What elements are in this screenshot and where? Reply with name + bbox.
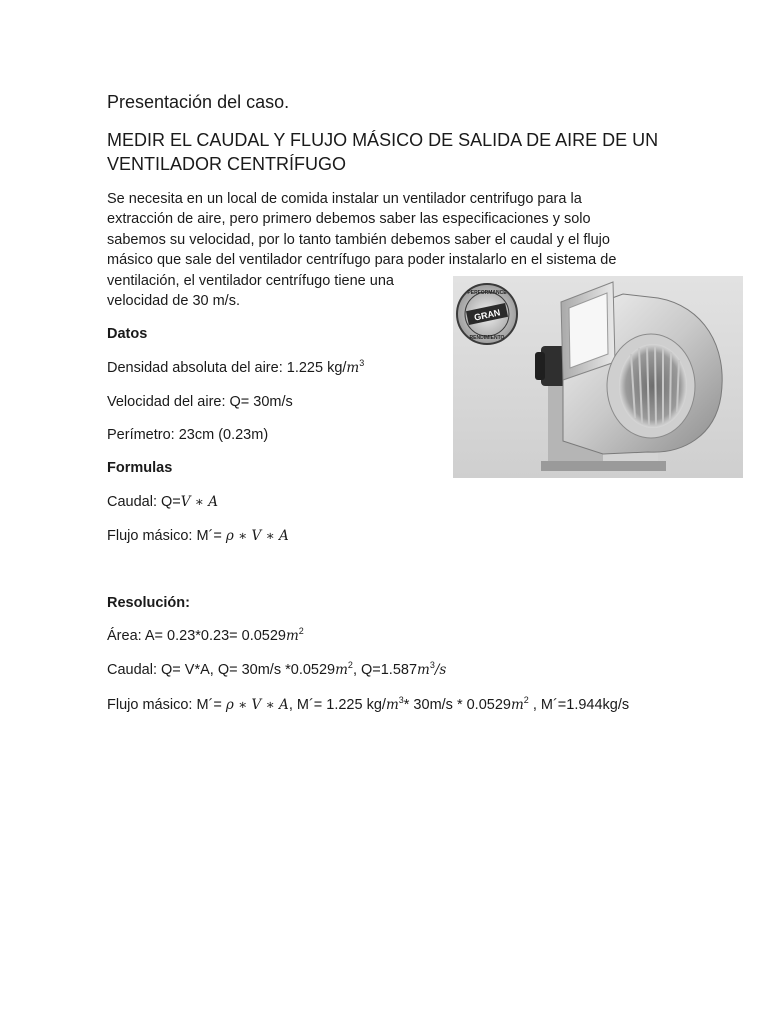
fan-inlet xyxy=(619,344,687,428)
caudal-result-tail: /s xyxy=(434,662,447,678)
datos-heading: Datos xyxy=(107,326,148,342)
caudal-result-unit: m xyxy=(417,662,430,678)
caudal-result-text: , Q=1.587 xyxy=(352,662,418,678)
intro-line-2: extracción de aire, pero primero debemos saber las especificaciones y solo xyxy=(107,211,591,227)
intro-line-1: Se necesita en un local de comida instalar un ventilador centrifugo para la xyxy=(107,191,582,207)
flujo-result-expr: ρ ∗ V ∗ A xyxy=(225,697,289,713)
perimetro-line: Perímetro: 23cm (0.23m) xyxy=(107,427,269,443)
caudal-unit: m xyxy=(335,662,348,678)
fan-motor-cap xyxy=(535,352,545,380)
flujo-formula-expr: ρ ∗ V ∗ A xyxy=(225,528,289,544)
flujo-exp-2: 2 xyxy=(523,695,529,706)
fan-photo xyxy=(453,276,743,478)
area-unit: m xyxy=(285,628,299,644)
flujo-result: , M´=1.944kg/s xyxy=(528,697,630,713)
intro-line-4: másico que sale del ventilador centrífugo para poder instalarlo en el sistema de xyxy=(107,252,617,268)
badge-bottom-text: RENDIMIENTO xyxy=(469,335,505,341)
densidad-unit: m xyxy=(346,360,360,376)
caudal-result-line xyxy=(107,662,446,678)
case-title-line-1: MEDIR EL CAUDAL Y FLUJO MÁSICO DE SALIDA DE AIRE DE UN xyxy=(107,130,659,150)
densidad-exp: 3 xyxy=(359,358,365,369)
densidad-label: Densidad absoluta del aire: 1.225 kg/ xyxy=(107,360,347,376)
badge-top-text: PERFORMANCE xyxy=(467,290,507,296)
intro-line-6: velocidad de 30 m/s. xyxy=(107,293,240,309)
performance-badge-icon xyxy=(457,284,517,344)
flujo-result-line xyxy=(107,697,629,713)
area-line xyxy=(107,628,304,644)
case-title-line-2: VENTILADOR CENTRÍFUGO xyxy=(107,154,347,174)
caudal-formula xyxy=(107,494,218,510)
badge-center-text: GRAN xyxy=(473,307,502,323)
flujo-formula xyxy=(107,528,289,544)
intro-line-3: sabemos su velocidad, por lo tanto también debemos saber el caudal y el flujo xyxy=(107,232,610,248)
flujo-unit-1: m xyxy=(385,697,399,713)
densidad-line xyxy=(107,360,364,376)
flujo-formula-label: Flujo másico: M´= xyxy=(107,528,222,544)
velocidad-line: Velocidad del aire: Q= 30m/s xyxy=(107,394,293,410)
flujo-mid-2: * 30m/s * 0.0529 xyxy=(403,697,511,713)
area-text: Área: A= 0.23*0.23= 0.0529 xyxy=(107,628,286,644)
flujo-unit-2: m xyxy=(510,697,524,713)
fan-base-plate xyxy=(541,461,666,471)
caudal-exp: 2 xyxy=(347,660,353,671)
flujo-mid: , M´= 1.225 kg/ xyxy=(288,697,386,713)
caudal-formula-label: Caudal: Q= xyxy=(107,494,181,510)
flujo-result-label: Flujo másico: M´= xyxy=(107,697,222,713)
caudal-formula-expr: V ∗ A xyxy=(180,494,219,510)
resolucion-heading: Resolución: xyxy=(107,595,190,611)
formulas-heading: Formulas xyxy=(107,460,173,476)
flujo-exp-1: 3 xyxy=(398,695,404,706)
centrifugal-fan-illustration xyxy=(453,276,743,478)
area-exp: 2 xyxy=(298,626,304,637)
intro-line-5: ventilación, el ventilador centrífugo tiene una xyxy=(107,273,394,289)
caudal-text: Caudal: Q= V*A, Q= 30m/s *0.0529 xyxy=(107,662,336,678)
section-title: Presentación del caso. xyxy=(107,92,290,112)
caudal-result-exp: 3 xyxy=(429,660,435,671)
